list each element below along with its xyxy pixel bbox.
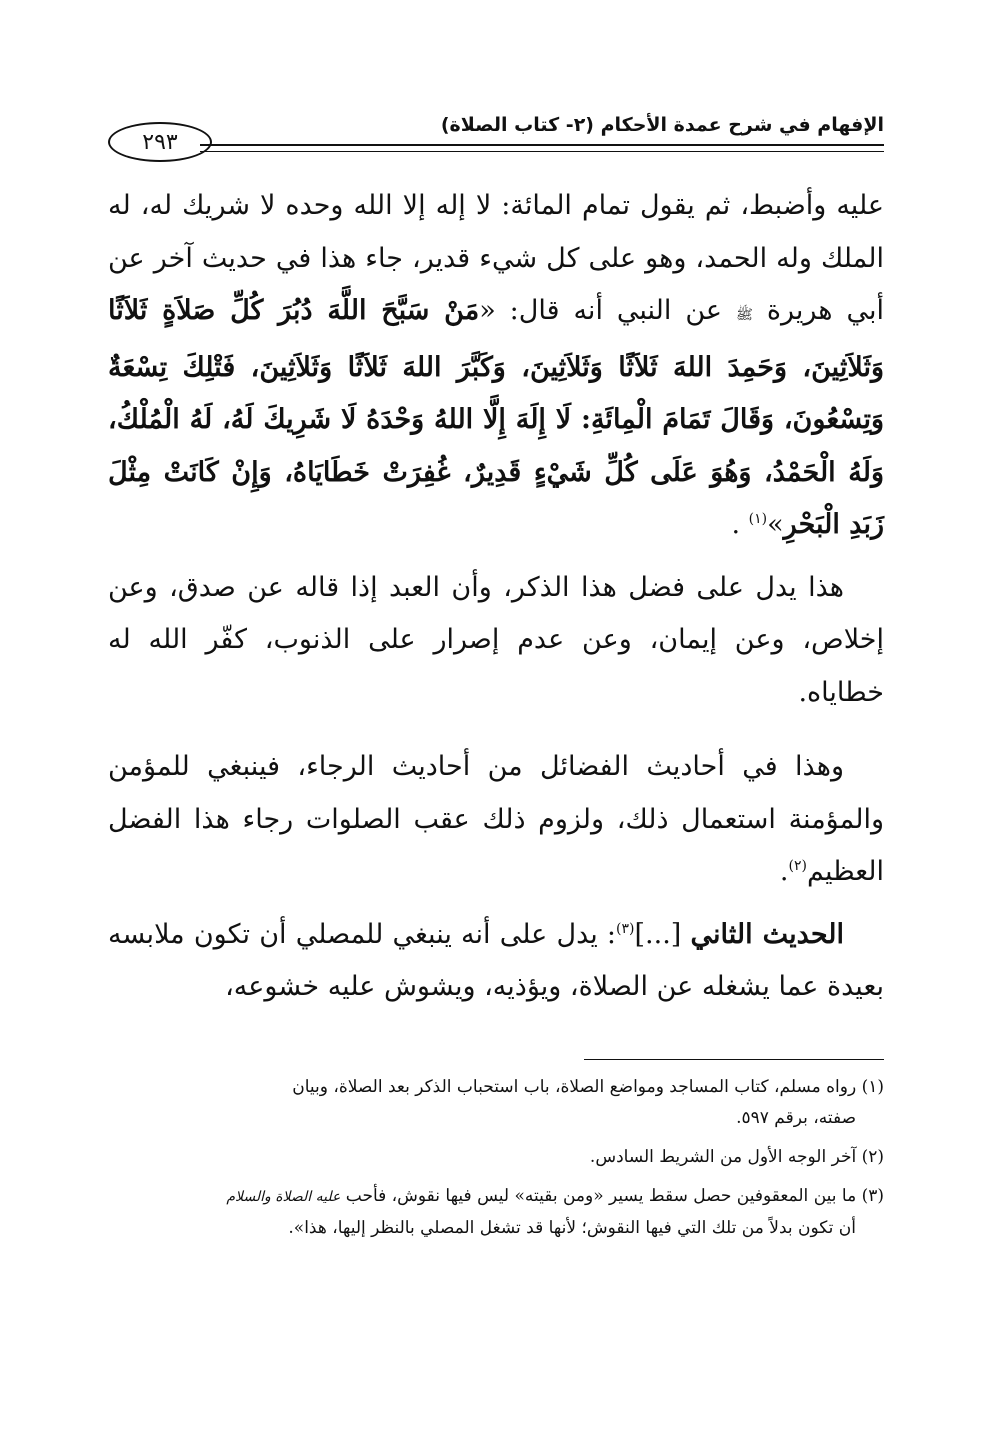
footnotes	[108, 1072, 884, 1252]
hadith-2-text: : يدل على أنه ينبغي للمصلي أن تكون ملابسه بعيدة عما يشغله عن الصلاة، ويؤذيه، ويشوش عليه خشوعه،	[108, 918, 884, 1002]
honorific-symbol: ﷺ	[735, 307, 753, 323]
footnote-ref-1: (١)	[748, 511, 768, 527]
footnote-1-line-1: (١) رواه مسلم، كتاب المساجد ومواضع الصلاة، باب استحباب الذكر بعد الصلاة، وبيان	[292, 1077, 884, 1097]
footnote-1-line-2: صفته، برقم ٥٩٧.	[736, 1108, 856, 1128]
running-title: الإفهام في شرح عمدة الأحكام (٢- كتاب الصلاة)	[440, 114, 884, 136]
footnote-2: (٢) آخر الوجه الأول من الشريط السادس.	[589, 1147, 884, 1167]
hadith-quote: مَنْ سَبَّحَ اللَّهَ دُبُرَ كُلِّ صَلاَةٍ ثَلاَثًا وَثَلاَثِينَ، وَحَمِدَ اللهَ ثَلاَثًا وَثَلاَثِينَ، وَكَبَّرَ اللهَ ثَلاَثًا وَثَلاَثِينَ، فَتْلِكَ تِسْعَةٌ وَتِسْعُونَ، وَقَالَ تَمَامَ الْمِائَةِ: لَا إِلَهَ إِلَّا اللهُ وَحْدَهُ لَا شَرِيكَ لَهُ، لَهُ الْمُلْكُ، وَلَهُ الْحَمْدُ، وَهُوَ عَلَى كُلِّ شَيْءٍ قَدِيرٌ، غُفِرَتْ خَطَايَاهُ، وَإِنْ كَانَتْ مِثْلَ زَبَدِ الْبَحْرِ	[108, 295, 884, 540]
intro-text: عليه وأضبط، ثم يقول تمام المائة: لا إله إلا الله وحده لا شريك له، له الملك وله الحمد، وهو على كل شيء قدير، جاء هذا في حديث آخر عن أبي هريرة	[108, 190, 884, 326]
paragraph-virtue	[108, 741, 884, 899]
paragraph-hadith-1	[108, 180, 884, 552]
paragraph-commentary: هذا يدل على فضل هذا الذكر، وأن العبد إذا قاله عن صدق، وعن إخلاص، وعن إيمان، وعن عدم إصرار على الذنوب، كفّر الله له خطاياه.	[108, 571, 884, 708]
footnote-3-line-2: أن تكون بدلاً من تلك التي فيها النقوش؛ لأنها قد تشغل المصلي بالنظر إليها، هذا».	[288, 1218, 856, 1238]
paragraph-hadith-2	[108, 909, 884, 1014]
footnote-ref-2: (٢)	[788, 858, 807, 874]
page-header	[108, 108, 884, 164]
bracket-omission: [...]	[634, 918, 691, 950]
section-heading: الحديث الثاني	[690, 918, 844, 950]
footnote-3-line-1: (٣) ما بين المعقوفين حصل سقط يسير «ومن بقيته» ليس فيها نقوش، فأحب	[340, 1186, 884, 1206]
virtue-text: وهذا في أحاديث الفضائل من أحاديث الرجاء، فينبغي للمؤمن والمؤمنة استعمال ذلك، ولزوم ذلك عقب الصلوات رجاء هذا الفضل العظيم	[108, 751, 884, 887]
footnote-separator	[584, 1059, 884, 1060]
quote-close: »	[767, 509, 784, 540]
footnote-1	[108, 1072, 884, 1134]
footnote-3-honorific: عليه الصلاة والسلام	[226, 1189, 341, 1205]
page-number: ٢٩٣	[108, 122, 212, 162]
main-text	[108, 180, 884, 1014]
header-rule	[200, 144, 884, 152]
footnote-ref-3: (٣)	[616, 920, 635, 937]
virtue-end: .	[779, 856, 789, 887]
footnote-3	[108, 1181, 884, 1244]
paragraph-end: .	[731, 509, 749, 540]
link-text: عن النبي أنه قال: «	[479, 295, 736, 326]
